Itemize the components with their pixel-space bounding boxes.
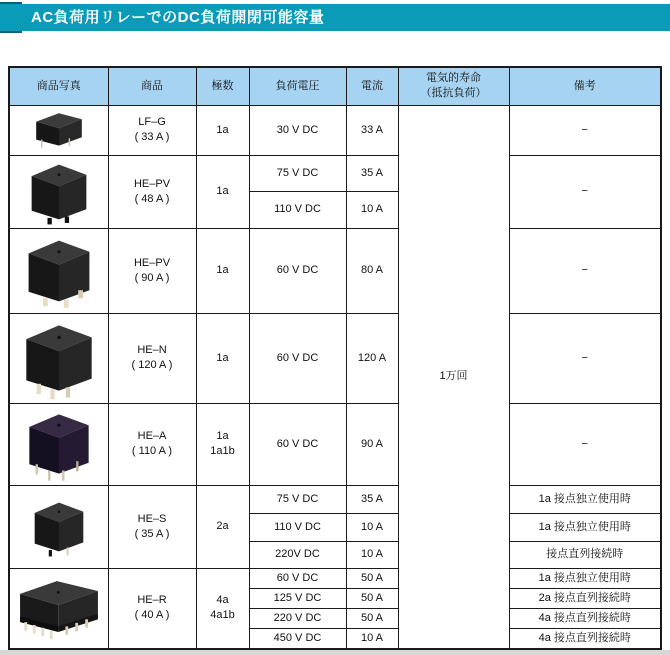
remark-cell: −	[509, 228, 661, 313]
current-cell: 80 A	[346, 228, 398, 313]
spec-table	[8, 66, 662, 650]
product-rating: ( 48 A )	[134, 192, 170, 205]
remark-cell: 4a 接点直列接続時	[509, 628, 661, 649]
current-cell: 10 A	[346, 541, 398, 568]
current-cell: 35 A	[346, 155, 398, 192]
relay-photo-he-pv-90-icon	[19, 231, 99, 311]
remark-cell: 1a 接点独立使用時	[509, 513, 661, 541]
voltage-cell: 450 V DC	[249, 628, 346, 649]
product-name: HE–PV	[133, 177, 171, 190]
product-rating: ( 90 A )	[134, 271, 170, 284]
product-photo-cell	[9, 403, 108, 485]
header-voltage: 負荷電圧	[249, 67, 346, 105]
product-name-cell	[108, 228, 196, 313]
current-cell: 50 A	[346, 568, 398, 588]
voltage-cell: 60 V DC	[249, 313, 346, 403]
voltage-cell: 30 V DC	[249, 105, 346, 155]
table-row	[9, 105, 661, 155]
product-name-cell	[108, 403, 196, 485]
product-photo-cell	[9, 313, 108, 403]
voltage-cell: 60 V DC	[249, 568, 346, 588]
poles-cell: 1a	[196, 105, 249, 155]
remark-cell: −	[509, 105, 661, 155]
voltage-cell: 125 V DC	[249, 588, 346, 608]
product-rating: ( 120 A )	[131, 359, 173, 371]
product-name-cell	[108, 155, 196, 228]
voltage-cell: 110 V DC	[249, 192, 346, 229]
table-row	[9, 313, 661, 403]
header-remarks: 備考	[509, 67, 661, 105]
product-name-cell	[108, 105, 196, 155]
header-life	[398, 67, 509, 105]
current-cell: 10 A	[346, 192, 398, 229]
poles-cell	[196, 403, 249, 485]
voltage-cell: 110 V DC	[249, 513, 346, 541]
product-rating: ( 40 A )	[134, 609, 170, 622]
product-rating: ( 33 A )	[134, 131, 170, 143]
header-photo: 商品写真	[9, 67, 108, 105]
product-name: HE–S	[137, 512, 167, 525]
voltage-cell: 60 V DC	[249, 403, 346, 485]
table-row	[9, 228, 661, 313]
bottom-strip	[0, 650, 670, 655]
product-photo-cell	[9, 105, 108, 155]
product-rating: ( 110 A )	[131, 445, 173, 457]
poles-line1: 4a	[216, 594, 229, 607]
life-cell: 1万回	[398, 105, 509, 649]
table-row	[9, 485, 661, 513]
voltage-cell: 220V DC	[249, 541, 346, 568]
poles-line1: 1a	[216, 430, 229, 443]
voltage-cell: 220 V DC	[249, 608, 346, 628]
remark-cell: 4a 接点直列接続時	[509, 608, 661, 628]
remark-cell: 1a 接点独立使用時	[509, 485, 661, 513]
remark-cell: −	[509, 403, 661, 485]
remark-cell: 1a 接点独立使用時	[509, 568, 661, 588]
relay-photo-lf-g-icon	[28, 106, 90, 154]
current-cell: 10 A	[346, 513, 398, 541]
remark-cell: −	[509, 313, 661, 403]
poles-cell: 1a	[196, 228, 249, 313]
relay-photo-he-s-icon	[27, 493, 91, 561]
header-poles: 極数	[196, 67, 249, 105]
header-life-line1: 電気的寿命	[426, 72, 481, 85]
product-name-cell	[108, 485, 196, 568]
product-photo-cell	[9, 155, 108, 228]
product-name-cell	[108, 568, 196, 649]
product-photo-cell	[9, 485, 108, 568]
product-name: HE–N	[137, 344, 167, 357]
remark-cell: −	[509, 155, 661, 228]
header-row	[9, 67, 661, 105]
product-rating: ( 35 A )	[134, 527, 170, 540]
current-cell: 10 A	[346, 628, 398, 649]
voltage-cell: 60 V DC	[249, 228, 346, 313]
current-cell: 33 A	[346, 105, 398, 155]
relay-photo-he-a-icon	[20, 405, 98, 483]
current-cell: 90 A	[346, 403, 398, 485]
poles-cell: 1a	[196, 155, 249, 228]
header-product: 商品	[108, 67, 196, 105]
product-photo-cell	[9, 568, 108, 649]
current-cell: 120 A	[346, 313, 398, 403]
current-cell: 35 A	[346, 485, 398, 513]
header-life-line2: （抵抗負荷）	[420, 87, 487, 100]
remark-cell: 接点直列接続時	[509, 541, 661, 568]
voltage-cell: 75 V DC	[249, 485, 346, 513]
product-name: HE–PV	[133, 256, 171, 269]
remark-cell: 2a 接点直列接続時	[509, 588, 661, 608]
poles-cell: 1a	[196, 313, 249, 403]
table-row	[9, 155, 661, 192]
voltage-cell: 75 V DC	[249, 155, 346, 192]
relay-photo-he-r-icon	[13, 570, 105, 646]
table-row	[9, 403, 661, 485]
poles-cell	[196, 568, 249, 649]
current-cell: 50 A	[346, 608, 398, 628]
page-title: AC負荷用リレーでのDC負荷開閉可能容量	[31, 9, 325, 26]
product-name-cell	[108, 313, 196, 403]
relay-photo-he-pv-48-icon	[22, 156, 96, 228]
poles-line2: 1a1b	[210, 445, 235, 457]
relay-photo-he-n-icon	[16, 315, 102, 401]
product-name: HE–A	[137, 430, 167, 443]
poles-line2: 4a1b	[210, 609, 235, 622]
table-row	[9, 568, 661, 588]
product-name: LF–G	[138, 116, 166, 129]
header-current: 電流	[346, 67, 398, 105]
current-cell: 50 A	[346, 588, 398, 608]
poles-cell: 2a	[196, 485, 249, 568]
product-name: HE–R	[137, 594, 167, 607]
product-photo-cell	[9, 228, 108, 313]
